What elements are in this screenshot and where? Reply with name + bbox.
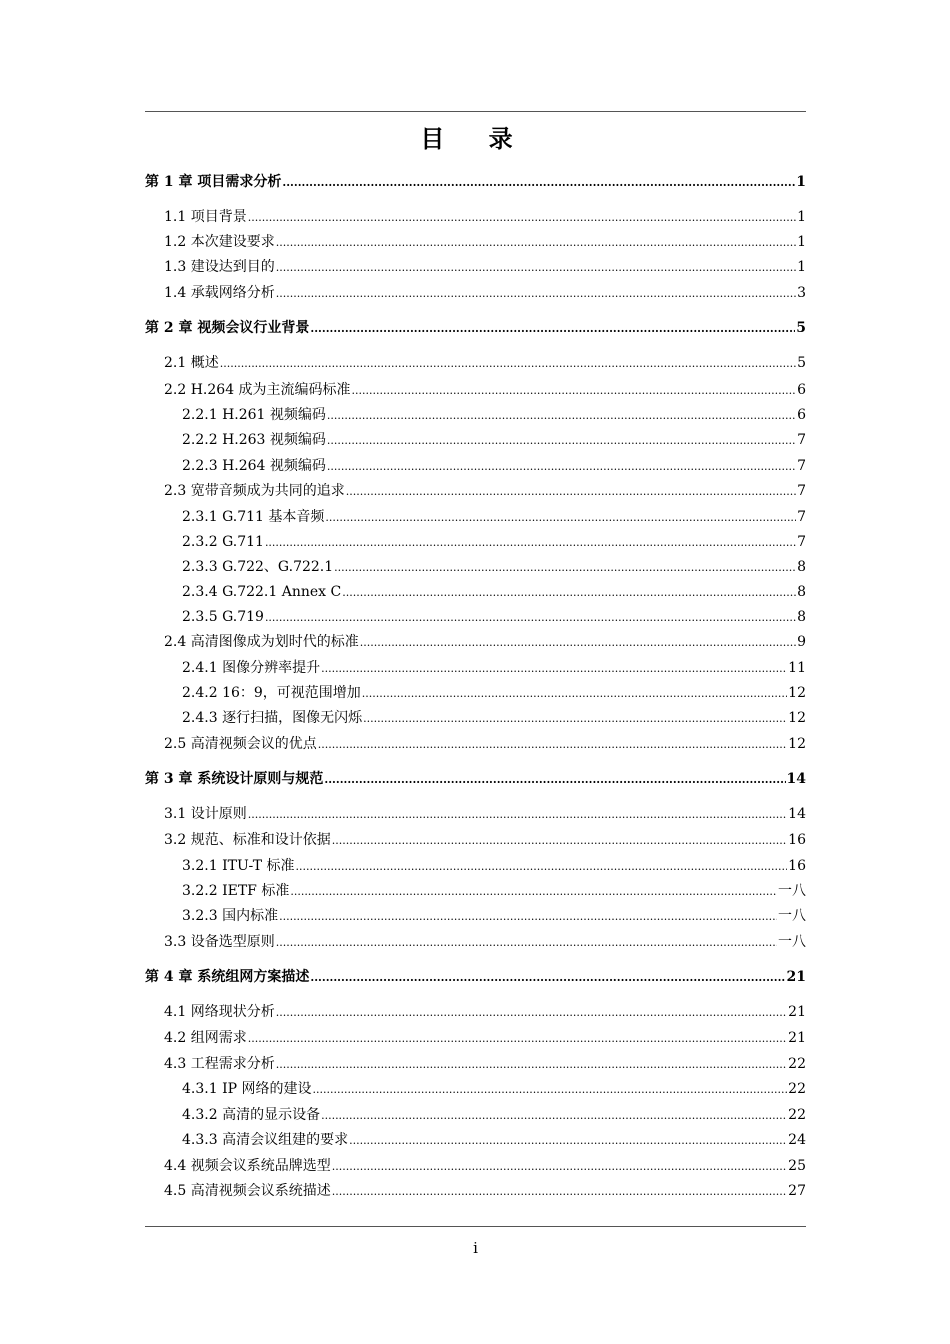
toc-entry[interactable] — [182, 708, 806, 728]
toc-entry-page-number: 6 — [797, 407, 806, 423]
toc-entry[interactable] — [164, 1054, 806, 1074]
toc-entry[interactable] — [182, 405, 806, 425]
toc-leader-dots — [362, 683, 787, 704]
toc-entry-page-number: 1 — [796, 174, 806, 190]
toc-entry[interactable] — [164, 1156, 806, 1176]
toc-entry[interactable] — [182, 582, 806, 602]
toc-entry-label: 4.4 视频会议系统品牌选型 — [164, 1158, 331, 1174]
toc-entry-label: 2.1 概述 — [164, 355, 219, 371]
toc-leader-dots — [310, 318, 795, 339]
toc-entry[interactable] — [164, 283, 806, 303]
toc-entry[interactable] — [164, 804, 806, 824]
toc-entry[interactable] — [182, 607, 806, 627]
toc-leader-dots — [334, 557, 796, 578]
toc-entry-label: 2.4 高清图像成为划时代的标准 — [164, 634, 359, 650]
toc-entry-page-number: 22 — [788, 1056, 806, 1072]
toc-entry-label: 3.2.3 国内标准 — [182, 908, 279, 924]
toc-entry[interactable] — [182, 658, 806, 678]
toc-leader-dots — [276, 257, 796, 278]
toc-leader-dots — [332, 1181, 787, 1202]
toc-entry[interactable] — [164, 830, 806, 850]
toc-entry-page-number: 25 — [788, 1158, 806, 1174]
toc-entry[interactable] — [164, 632, 806, 652]
toc-entry-label: 4.3.3 高清会议组建的要求 — [182, 1132, 349, 1148]
toc-entry-label: 4.5 高清视频会议系统描述 — [164, 1183, 331, 1199]
toc-entry[interactable] — [164, 232, 806, 252]
toc-entry-page-number: 8 — [797, 584, 806, 600]
toc-leader-dots — [276, 283, 796, 304]
toc-entry-page-number: 16 — [788, 832, 806, 848]
toc-entry-page-number: 11 — [788, 660, 806, 676]
toc-entry-page-number: 1 — [797, 234, 806, 250]
toc-leader-dots — [279, 906, 777, 927]
toc-leader-dots — [363, 708, 787, 729]
toc-entry-label: 4.3.2 高清的显示设备 — [182, 1107, 321, 1123]
toc-entry-page-number: 12 — [788, 736, 806, 752]
toc-chapter-entry[interactable] — [145, 172, 806, 192]
toc-leader-dots — [248, 207, 796, 228]
toc-entry-page-number: 一八 — [778, 908, 806, 924]
toc-entry[interactable] — [164, 380, 806, 400]
toc-entry-page-number: 24 — [788, 1132, 806, 1148]
toc-leader-dots — [220, 353, 796, 374]
toc-entry-label: 4.3.1 IP 网络的建设 — [182, 1081, 312, 1097]
toc-leader-dots — [248, 1028, 787, 1049]
toc-entry-label: 2.3.2 G.711 — [182, 534, 264, 550]
toc-entry[interactable] — [164, 1181, 806, 1201]
toc-entry-label: 1.1 项目背景 — [164, 209, 247, 225]
toc-entry-page-number: 14 — [788, 806, 806, 822]
toc-leader-dots — [327, 405, 796, 426]
toc-leader-dots — [346, 481, 796, 502]
toc-entry[interactable] — [182, 532, 806, 552]
toc-entry-page-number: 一八 — [778, 934, 806, 950]
toc-leader-dots — [265, 532, 796, 553]
toc-chapter-entry[interactable] — [145, 769, 806, 789]
footer-page-number: i — [473, 1239, 478, 1257]
toc-leader-dots — [327, 456, 796, 477]
toc-entry-page-number: 7 — [797, 534, 806, 550]
toc-entry-label: 第 3 章 系统设计原则与规范 — [145, 771, 324, 787]
toc-entry[interactable] — [182, 1079, 806, 1099]
toc-entry-label: 2.5 高清视频会议的优点 — [164, 736, 317, 752]
toc-entry[interactable] — [164, 932, 806, 952]
toc-entry[interactable] — [164, 207, 806, 227]
toc-leader-dots — [332, 1156, 787, 1177]
toc-entry[interactable] — [182, 557, 806, 577]
toc-leader-dots — [349, 1130, 787, 1151]
toc-entry[interactable] — [164, 257, 806, 277]
toc-entry-label: 1.3 建设达到目的 — [164, 259, 275, 275]
toc-leader-dots — [332, 830, 787, 851]
toc-leader-dots — [312, 1079, 787, 1100]
toc-entry[interactable] — [164, 1028, 806, 1048]
toc-leader-dots — [325, 507, 796, 528]
toc-entry-page-number: 一八 — [778, 883, 806, 899]
toc-chapter-entry[interactable] — [145, 318, 806, 338]
toc-entry-label: 3.1 设计原则 — [164, 806, 247, 822]
toc-entry-page-number: 22 — [788, 1081, 806, 1097]
toc-entry-page-number: 21 — [788, 1004, 806, 1020]
toc-entry-page-number: 12 — [788, 710, 806, 726]
toc-leader-dots — [290, 881, 777, 902]
toc-entry[interactable] — [182, 507, 806, 527]
toc-entry-label: 2.3.4 G.722.1 Annex C — [182, 584, 342, 600]
toc-entry-page-number: 8 — [797, 559, 806, 575]
toc-entry-page-number: 5 — [796, 320, 806, 336]
toc-entry[interactable] — [164, 734, 806, 754]
toc-entry-page-number: 3 — [797, 285, 806, 301]
toc-leader-dots — [265, 607, 796, 628]
toc-leader-dots — [248, 804, 787, 825]
toc-entry[interactable] — [182, 856, 806, 876]
toc-entry-page-number: 14 — [786, 771, 806, 787]
toc-entry-page-number: 7 — [797, 509, 806, 525]
toc-entry-label: 2.4.1 图像分辨率提升 — [182, 660, 321, 676]
toc-entry-page-number: 22 — [788, 1107, 806, 1123]
toc-leader-dots — [342, 582, 796, 603]
toc-leader-dots — [360, 632, 796, 653]
toc-entry-page-number: 5 — [797, 355, 806, 371]
toc-entry[interactable] — [182, 430, 806, 450]
toc-entry-label: 2.2.1 H.261 视频编码 — [182, 407, 326, 423]
toc-entry-label: 2.3.1 G.711 基本音频 — [182, 509, 325, 525]
toc-entry[interactable] — [182, 456, 806, 476]
toc-entry-page-number: 8 — [797, 609, 806, 625]
toc-entry-page-number: 21 — [786, 969, 806, 985]
toc-entry-label: 2.3.5 G.719 — [182, 609, 264, 625]
toc-entry-label: 3.2 规范、标准和设计依据 — [164, 832, 331, 848]
toc-entry-page-number: 1 — [797, 209, 806, 225]
toc-leader-dots — [352, 380, 797, 401]
toc-entry-page-number: 6 — [797, 382, 806, 398]
toc-entry-page-number: 12 — [788, 685, 806, 701]
toc-entry-label: 1.2 本次建设要求 — [164, 234, 275, 250]
toc-entry-label: 4.1 网络现状分析 — [164, 1004, 275, 1020]
toc-entry-label: 2.2.3 H.264 视频编码 — [182, 458, 326, 474]
toc-entry[interactable] — [164, 353, 806, 373]
footer-rule — [145, 1226, 806, 1227]
toc-entry-label: 2.2 H.264 成为主流编码标准 — [164, 382, 351, 398]
toc-leader-dots — [276, 1002, 787, 1023]
toc-leader-dots — [276, 232, 796, 253]
toc-entry-page-number: 27 — [788, 1183, 806, 1199]
toc-entry-label: 2.3 宽带音频成为共同的追求 — [164, 483, 345, 499]
toc-entry[interactable] — [164, 481, 806, 501]
toc-entry-page-number: 1 — [797, 259, 806, 275]
toc-entry-label: 4.3 工程需求分析 — [164, 1056, 275, 1072]
toc-entry-page-number: 7 — [797, 432, 806, 448]
toc-entry-label: 4.2 组网需求 — [164, 1030, 247, 1046]
toc-entry-label: 2.4.3 逐行扫描，图像无闪烁 — [182, 710, 363, 726]
toc-leader-dots — [296, 856, 788, 877]
toc-leader-dots — [324, 769, 785, 790]
toc-entry-page-number: 7 — [797, 483, 806, 499]
toc-leader-dots — [327, 430, 796, 451]
toc-leader-dots — [321, 658, 787, 679]
toc-entry-page-number: 7 — [797, 458, 806, 474]
toc-entry-label: 2.3.3 G.722、G.722.1 — [182, 559, 334, 575]
toc-leader-dots — [318, 734, 787, 755]
toc-entry-page-number: 9 — [797, 634, 806, 650]
toc-entry-label: 1.4 承载网络分析 — [164, 285, 275, 301]
toc-leader-dots — [310, 967, 785, 988]
toc-entry-label: 2.4.2 16：9，可视范围增加 — [182, 685, 361, 701]
page-title: 目 录 — [420, 125, 531, 153]
toc-leader-dots — [276, 1054, 787, 1075]
toc-leader-dots — [321, 1105, 787, 1126]
toc-entry-label: 3.2.1 ITU-T 标准 — [182, 858, 295, 874]
toc-entry[interactable] — [182, 881, 806, 901]
toc-entry[interactable] — [182, 683, 806, 703]
header-rule — [145, 111, 806, 112]
toc-entry-label: 2.2.2 H.263 视频编码 — [182, 432, 326, 448]
toc-leader-dots — [276, 932, 777, 953]
toc-entry-label: 3.2.2 IETF 标准 — [182, 883, 290, 899]
toc-chapter-entry[interactable] — [145, 967, 806, 987]
toc-entry[interactable] — [182, 906, 806, 926]
toc-entry-label: 第 2 章 视频会议行业背景 — [145, 320, 310, 336]
toc-entry[interactable] — [182, 1105, 806, 1125]
toc-entry-page-number: 21 — [788, 1030, 806, 1046]
toc-entry-label: 第 4 章 系统组网方案描述 — [145, 969, 310, 985]
toc-entry-page-number: 16 — [788, 858, 806, 874]
toc-entry-label: 第 1 章 项目需求分析 — [145, 174, 282, 190]
toc-entry-label: 3.3 设备选型原则 — [164, 934, 275, 950]
toc-entry[interactable] — [182, 1130, 806, 1150]
toc-entry[interactable] — [164, 1002, 806, 1022]
toc-leader-dots — [282, 172, 795, 193]
